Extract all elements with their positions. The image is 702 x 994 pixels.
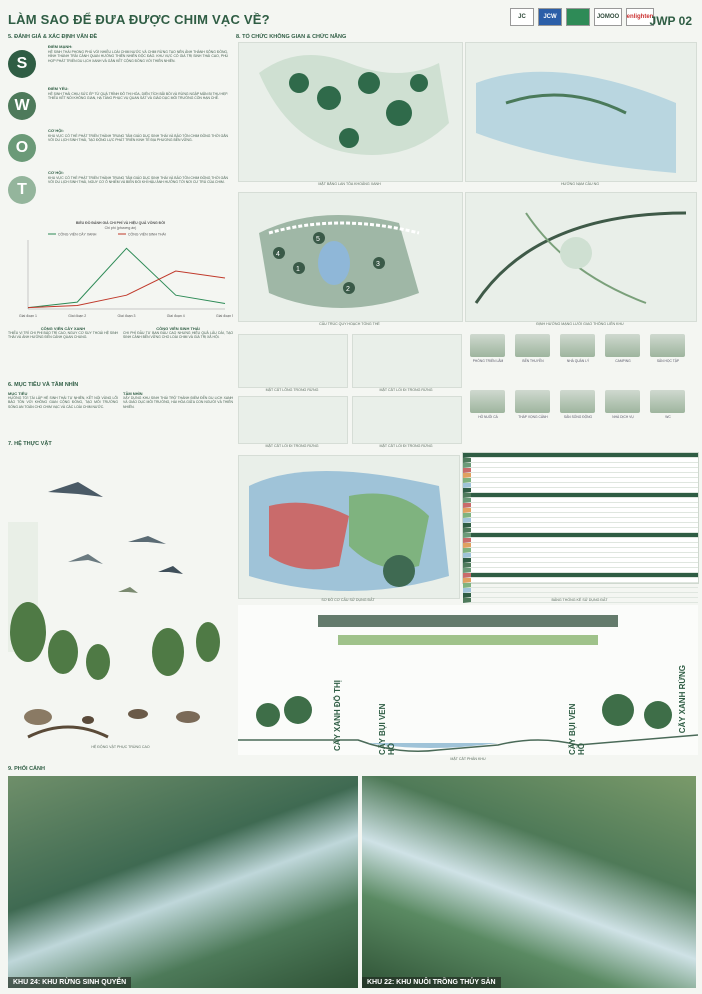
chart-caption-left-text: THIẾU VỊ TRÍ CHI PHÍ BẢO TRÌ CAO, NGUY CƠ SUY THOÁI HỆ SINH THÁI VÀ ẢNH HƯỞNG ĐẾN CẢNH QUAN CHUNG. — [8, 331, 118, 340]
chart-caption-right-title: CÔNG VIÊN SINH THÁI — [156, 326, 200, 331]
zone-3-label: 3 — [376, 261, 380, 268]
chart-subtitle: Chi phí (phương án) — [104, 226, 137, 230]
chart-caption-left-title: CÔNG VIÊN CÂY XANH — [40, 326, 86, 331]
swot-block — [8, 44, 233, 212]
logo-strip — [510, 8, 654, 26]
worm-icon — [28, 727, 108, 737]
map-master-svg — [239, 193, 462, 321]
facility-vignette — [470, 390, 505, 413]
flora-fauna-illustration — [8, 452, 233, 742]
bird-icon — [68, 554, 103, 564]
swallow-icon — [128, 536, 166, 544]
section-label-urban: CÂY XANH ĐÔ THỊ — [333, 680, 342, 751]
tree-icon — [644, 701, 672, 729]
map-orientation-caption: HƯỚNG NẠM CẦU NG — [560, 182, 600, 186]
facility-vignette-label: SÂN HỌC TẬP — [656, 359, 680, 363]
pie-chart — [383, 555, 415, 587]
flora-caption: HỆ ĐỘNG VẬT PHỤC TRÙNG CAO — [91, 745, 150, 749]
cross-section-caption: MẶT CẮT PHÂN KHU — [450, 757, 486, 761]
section-sample-1-caption: MẶT CẮT LÔNG TRONG RỪNG — [265, 388, 319, 392]
swot-w-head: ĐIỂM YẾU: — [48, 86, 69, 91]
facility-vignette-label: SÂN SỐNG ĐỘNG — [563, 415, 593, 419]
swot-w — [8, 86, 233, 128]
series-line-1 — [28, 271, 225, 308]
tree-cluster — [410, 74, 428, 92]
legend-label-0: CÔNG VIÊN CÂY XANH — [58, 232, 97, 237]
water-area — [476, 72, 676, 173]
mole-icon — [176, 711, 200, 723]
logo-enlighten: enlighten — [626, 8, 654, 26]
swot-o — [8, 128, 233, 170]
section-6-title: 6. MỤC TIÊU VÀ TẦM NHÌN — [8, 382, 79, 388]
perspective-right-caption: KHU 22: KHU NUÔI TRỒNG THỦY SẢN — [362, 977, 501, 988]
swot-t-head: CƠ HỘI: — [48, 170, 64, 175]
shrub-icon — [10, 602, 46, 662]
lifecycle-chart — [8, 218, 233, 323]
lake-shape — [318, 241, 350, 285]
central-zone — [560, 237, 592, 269]
goals-head: MỤC TIÊU — [8, 391, 28, 396]
page-title: LÀM SAO ĐỂ ĐƯA ĐƯỢC CHIM VẠC VỀ? — [8, 12, 270, 27]
zone-red — [269, 503, 349, 570]
x-tick-label: Giai đoạn 3 — [117, 314, 136, 318]
swot-w-text: HỆ SINH THÁI CHỊU SỨC ÉP TỪ QUÁ TRÌNH ĐÔ THỊ HÓA, DIỆN TÍCH BÃI BỒI VÀ RỪNG NGẬP MẶN BỊ THU HẸP. THIẾU KẾT NỐI KHÔNG GIAN, HẠ TẦNG PHỤC VỤ QUAN SÁT VÀ GIÁO DỤC MÔI TRƯỜNG CÒN HẠN CHẾ. — [48, 92, 228, 101]
shrub-icon — [48, 630, 78, 674]
section-9-title: 9. PHỐI CẢNH — [8, 766, 45, 772]
swot-s-head: ĐIỂM MẠNH: — [48, 44, 73, 49]
chart-caption-left — [8, 326, 118, 340]
map-traffic-svg — [466, 193, 696, 321]
x-tick-label: Giai đoạn 2 — [68, 314, 87, 318]
swot-s — [8, 44, 233, 86]
mouse-icon — [128, 709, 148, 719]
cross-section-svg — [238, 605, 698, 755]
lifecycle-chart-svg — [8, 218, 233, 323]
x-tick-label: Giai đoạn 4 — [166, 314, 185, 318]
section-label-lakeside-1: CÂY BỤI VEN HỒ — [378, 703, 396, 755]
zone-1-label: 1 — [296, 266, 300, 273]
section-sample-2 — [352, 334, 462, 388]
section-sample-3-caption: MẶT CẮT LỐI ĐI TRONG RỪNG — [265, 444, 319, 448]
map-orientation-svg — [466, 43, 696, 181]
map-orientation — [465, 42, 697, 182]
facility-vignette — [605, 390, 640, 413]
perspective-right — [362, 776, 696, 988]
swot-s-letter: S — [8, 50, 36, 78]
x-tick-label: Giai đoạn 5 — [216, 314, 233, 318]
section-band — [318, 615, 618, 627]
map-green-svg — [239, 43, 462, 181]
project-code: JWP 02 — [649, 14, 692, 28]
map-master-plan — [238, 192, 463, 322]
x-tick-label: Giai đoạn 1 — [19, 314, 37, 318]
series-line-0 — [28, 248, 225, 307]
tree-icon — [284, 696, 312, 724]
vision-block — [123, 391, 233, 409]
facility-vignette-label: NHÀ QUẢN LÝ — [566, 359, 590, 363]
facility-vignette — [470, 334, 505, 357]
land-use-map — [238, 455, 460, 599]
section-5-title: 5. ĐÁNH GIÁ & XÁC ĐỊNH VẤN ĐỀ — [8, 34, 98, 40]
bird-icon — [158, 566, 183, 574]
tree-icon — [602, 694, 634, 726]
chart-caption-right — [123, 326, 233, 340]
vision-text: XÂY DỰNG KHU SINH THÁI TRỞ THÀNH ĐIỂM ĐẾN DU LỊCH XANH VÀ GIÁO DỤC MÔI TRƯỜNG, HÀI HÒA GIỮA CON NGƯỜI VÀ THIÊN NHIÊN. — [123, 396, 233, 409]
facility-vignette-label: BẾN THUYỀN — [522, 359, 544, 363]
bird-icon — [118, 587, 138, 593]
goals-block — [8, 391, 118, 409]
facility-vignette-label: THÁP VỌNG CẢNH — [518, 415, 548, 419]
section-sample-4 — [352, 396, 462, 444]
perspective-left — [8, 776, 358, 988]
facility-vignette-label: WC — [665, 415, 671, 419]
logo-green — [566, 8, 590, 26]
facility-vignettes — [470, 334, 695, 446]
facility-vignette — [515, 334, 550, 357]
tree-cluster — [386, 100, 412, 126]
facility-vignette-label: CAMPING — [615, 359, 631, 363]
swot-o-text: KHU VỰC CÓ THỂ PHÁT TRIỂN THÀNH TRUNG TÂM GIÁO DỤC SINH THÁI VÀ BẢO TỒN CHIM ĐỒNG THỜI GẮN VỚI DU LỊCH SINH THÁI, TẠO ĐỘNG LỰC PHÁT TRIỂN KINH TẾ ĐỊA PHƯƠNG BỀN VỮNG. — [48, 134, 228, 143]
tree-cluster — [339, 128, 359, 148]
swot-t-letter: T — [8, 176, 36, 204]
plant-icon — [152, 628, 184, 676]
cross-section — [238, 605, 698, 755]
section-sample-4-caption: MẶT CẮT LỐI ĐI TRONG RỪNG — [379, 444, 433, 448]
plant-icon — [86, 644, 110, 680]
chart-caption-right-text: CHI PHÍ ĐẦU TƯ BAN ĐẦU CAO NHƯNG HIỆU QUẢ LÂU DÀI, TẠO SINH CẢNH BỀN VỮNG CHO LOÀI CHIM VÀ GIÁ TRỊ XÃ HỘI. — [123, 331, 233, 340]
facility-vignette — [605, 334, 640, 357]
beetle-icon — [82, 716, 94, 724]
zone-4-label: 4 — [276, 251, 280, 258]
zone-5-label: 5 — [316, 236, 320, 243]
section-sample-2-caption: MẶT CẮT LỐI ĐI TRONG RỪNG — [379, 388, 433, 392]
chart-title: BIỂU ĐỒ ĐÁNH GIÁ CHI PHÍ VÀ HIỆU QUẢ VÒNG ĐỜI — [75, 221, 166, 225]
facility-vignette — [515, 390, 550, 413]
hedgehog-icon — [24, 709, 52, 725]
swot-w-letter: W — [8, 92, 36, 120]
section-label-lakeside-2: CÂY BỤI VEN HỒ — [568, 703, 586, 755]
goals-text: HƯỚNG TỚI TÁI LẬP HỆ SINH THÁI TỰ NHIÊN, KẾT NỐI VÙNG LÕI BẢO TỒN VỚI KHÔNG GIAN CỘNG ĐỒNG, TẠO MÔI TRƯỜNG SỐNG AN TOÀN CHO CHIM VẠC VÀ CÁC LOÀI CHIM NƯỚC. — [8, 396, 118, 409]
facility-vignette — [650, 334, 685, 357]
perspective-left-caption: KHU 24: KHU RỪNG SINH QUYỂN — [8, 977, 131, 988]
swot-s-text: HỆ SINH THÁI PHONG PHÚ VỚI NHIỀU LOÀI CHIM NƯỚC VÀ CHIM RỪNG TẠO NÊN ẢNH THÀNH SÔNG ĐỒNG, HÌNH THÀNH TRẢI CẢNH QUAN HƯỚNG THIÊN NHIÊN ĐỘC ĐÁO. KHU VỰC CÓ GIÁ TRỊ SINH THÁI CAO, PHÙ HỢP PHÁT TRIỂN DU LỊCH XANH VÀ GẮN KẾT CỘNG ĐỒNG VỚI THIÊN NHIÊN. — [48, 50, 228, 63]
flora-fauna-svg — [8, 452, 233, 742]
facility-vignette-label: NHÀ DỊCH VỤ — [612, 415, 634, 419]
facility-vignette — [560, 334, 595, 357]
swot-o-letter: O — [8, 134, 36, 162]
legend-label-1: CÔNG VIÊN SINH THÁI — [128, 232, 166, 237]
swot-t — [8, 170, 233, 212]
tree-cluster — [358, 72, 380, 94]
section-8-title: 8. TỔ CHỨC KHÔNG GIAN & CHỨC NĂNG — [236, 34, 347, 40]
swot-o-head: CƠ HỘI: — [48, 128, 64, 133]
land-use-caption: SƠ ĐỒ CƠ CẤU SỬ DỤNG ĐẤT — [321, 598, 375, 602]
map-traffic — [465, 192, 697, 322]
falcon-icon — [48, 482, 103, 497]
land-use-table — [462, 452, 699, 584]
map-green-caption: MẶT BẰNG LAN TỎA KHOẢNG XANH — [318, 182, 381, 186]
facility-vignette-label: PHÒNG TRIỂN LÃM — [472, 359, 504, 363]
section-band-green — [338, 635, 598, 645]
section-sample-3 — [238, 396, 348, 444]
section-label-forest: CÂY XANH RỪNG — [678, 665, 687, 734]
tree-icon — [256, 703, 280, 727]
facility-vignette — [560, 390, 595, 413]
section-sample-1 — [238, 334, 348, 388]
land-use-table-caption: BẢNG THỐNG KÊ SỬ DỤNG ĐẤT — [551, 598, 608, 602]
map-green-spread — [238, 42, 463, 182]
land-use-svg — [239, 456, 459, 598]
zone-2-label: 2 — [346, 286, 350, 293]
logo-jomoo: JOMOO — [594, 8, 622, 26]
section-7-title: 7. HỆ THỰC VẬT — [8, 441, 52, 447]
facility-vignette-label: HỒ NUÔI CÁ — [478, 415, 498, 419]
facility-vignette — [650, 390, 685, 413]
logo-jcw: JCW — [538, 8, 562, 26]
map-master-caption: CẤU TRÚC QUY HOẠCH TỔNG THỂ — [319, 322, 380, 326]
plant-icon — [196, 622, 220, 662]
tree-cluster — [289, 73, 309, 93]
vision-head: TẦM NHÌN — [123, 391, 143, 396]
map-traffic-caption: ĐỊNH HƯỚNG MẠNG LƯỚI GIAO THÔNG LIÊN KHU — [536, 322, 624, 326]
tree-cluster — [317, 86, 341, 110]
logo-jc: JC — [510, 8, 534, 26]
swot-t-text: KHU VỰC CÓ THỂ PHÁT TRIỂN THÀNH TRUNG TÂM GIÁO DỤC SINH THÁI VÀ BẢO TỒN CHIM ĐỒNG THỜI GẮN VỚI DU LỊCH SINH THÁI, NGUY CƠ Ô NHIỄM VÀ BIẾN ĐỔI KHÍ HẬU ẢNH HƯỞNG TỚI NƠI CƯ TRÚ CỦA CHIM. — [48, 176, 228, 185]
section-samples — [238, 334, 461, 454]
